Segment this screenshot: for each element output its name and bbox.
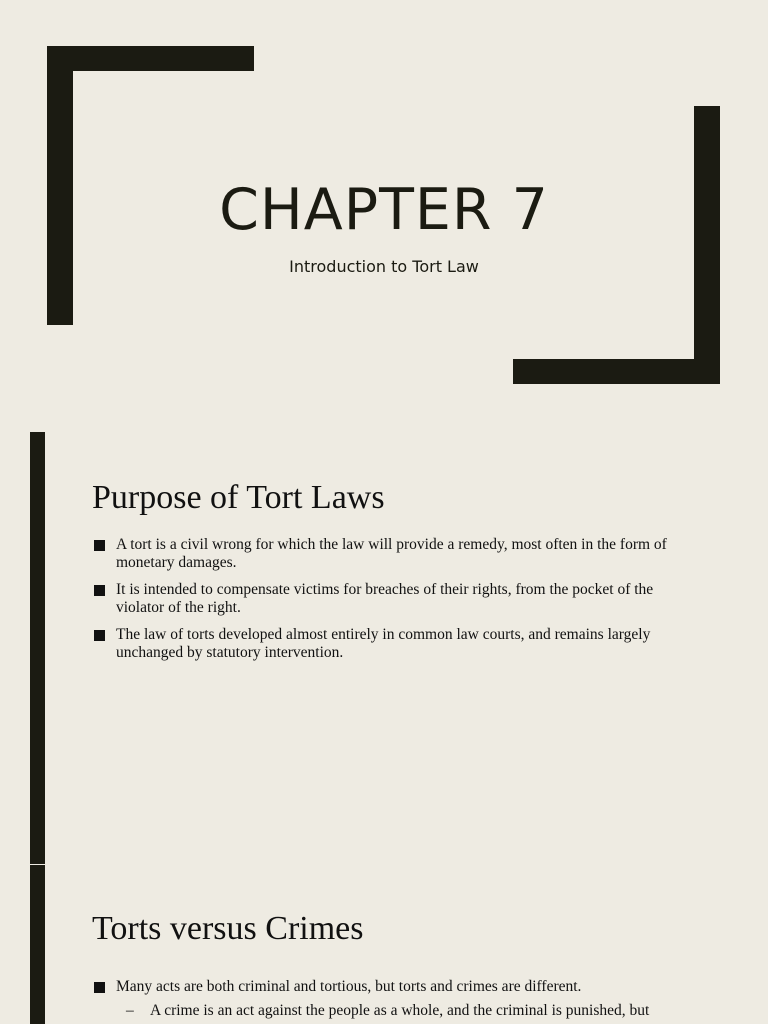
square-bullet-icon: [94, 540, 105, 551]
bullet-text: A tort is a civil wrong for which the law will provide a remedy, most often in the form of monetary damages.: [116, 536, 667, 571]
side-accent-bar: [30, 865, 45, 1024]
chapter-subtitle: Introduction to Tort Law: [289, 257, 479, 276]
bullet-list: [92, 978, 692, 1024]
square-bullet-icon: [94, 982, 105, 993]
frame-bottom-bar: [513, 359, 720, 384]
bullet-item: [92, 581, 692, 617]
bullet-text: It is intended to compensate victims for breaches of their rights, from the pocket of the violator of the right.: [116, 581, 654, 616]
bullet-text: The law of torts developed almost entirely in common law courts, and remains largely unchanged by statutory intervention.: [116, 626, 651, 661]
frame-top-bar: [47, 46, 254, 71]
sub-bullet-item: [116, 1002, 692, 1020]
slide-title: [0, 0, 768, 432]
bullet-text: Many acts are both criminal and tortious, but torts and crimes are different.: [116, 978, 582, 995]
slide-heading: Torts versus Crimes: [92, 910, 364, 947]
chapter-title: CHAPTER 7: [219, 177, 549, 243]
slide-purpose-of-tort-laws: [0, 432, 768, 864]
bullet-item: [92, 626, 692, 662]
dash-bullet-icon: –: [126, 1002, 134, 1019]
square-bullet-icon: [94, 630, 105, 641]
bullet-item: [92, 536, 692, 572]
slide-torts-versus-crimes: [0, 865, 768, 1024]
square-bullet-icon: [94, 585, 105, 596]
slide-heading: Purpose of Tort Laws: [92, 479, 385, 516]
bullet-item: [92, 978, 692, 1020]
sub-bullet-text: A crime is an act against the people as a whole, and the criminal is punished, but: [150, 1002, 650, 1019]
side-accent-bar: [30, 432, 45, 864]
bullet-list: [92, 536, 692, 671]
sub-bullet-list: [116, 1002, 692, 1020]
